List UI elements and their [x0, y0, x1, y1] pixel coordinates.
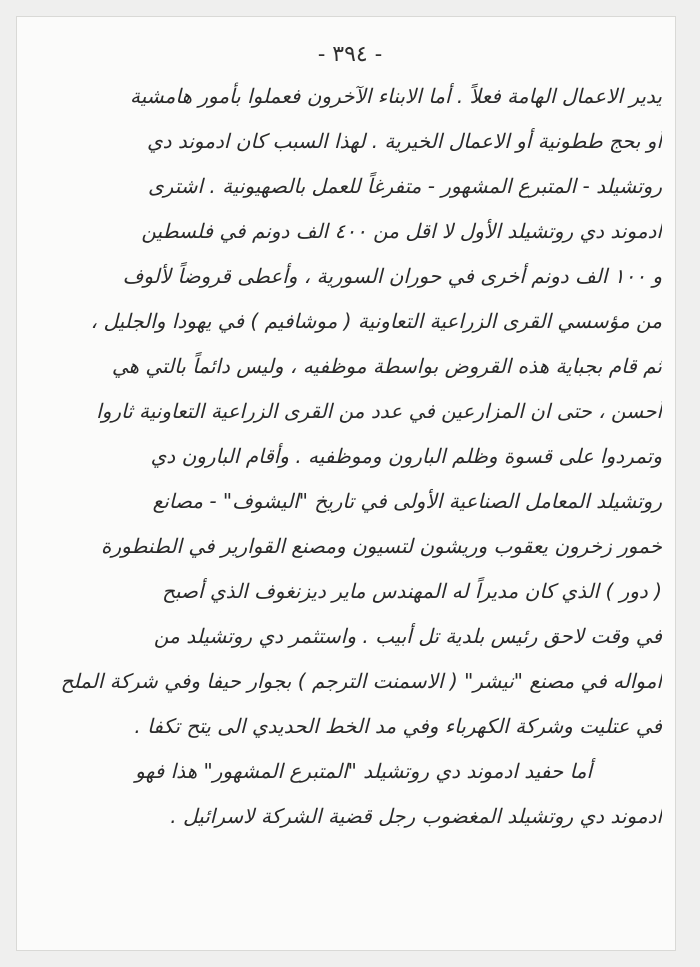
text-line: روتشيلد - المتبرع المشهور - متفرغاً للعمل بالصهيونية . اشترى: [148, 174, 662, 198]
text-line: خمور زخرون يعقوب وريشون لتسيون ومصنع القوارير في الطنطورة: [101, 534, 662, 558]
text-line: روتشيلد المعامل الصناعية الأولى في تاريخ "اليشوف" - مصانع: [152, 489, 662, 513]
text-line: وتمردوا على قسوة وظلم البارون وموظفيه . وأقام البارون دي: [150, 444, 662, 468]
text-line: أما حفيد ادموند دي روتشيلد "المتبرع المشهور" هذا فهو: [135, 759, 592, 783]
text-line: في عتليت وشركة الكهرباء وفي مد الخط الحديدي الى يتح تكفا .: [134, 714, 662, 738]
text-line: أحسن ، حتى ان المزارعين في عدد من القرى الزراعية التعاونية ثاروا: [96, 399, 662, 423]
text-line: أو بحج ططونية أو الاعمال الخيرية . لهذا السبب كان ادموند دي: [146, 129, 662, 153]
page-number: - ٣٩٤ -: [317, 42, 383, 67]
text-line: ادموند دي روتشيلد المغضوب رجل قضية الشركة لاسرائيل .: [170, 804, 662, 828]
text-line: و ١٠٠ الف دونم أخرى في حوران السورية ، وأعطى قروضاً لألوف: [122, 264, 662, 288]
text-line: ثم قام بجباية هذه القروض بواسطة موظفيه ، وليس دائماً بالتي هي: [111, 354, 662, 378]
text-line: يدير الاعمال الهامة فعلاً . أما الابناء الآخرون فعملوا بأمور هامشية: [130, 84, 662, 108]
handwritten-text-block: [42, 74, 662, 839]
text-line: ( دور ) الذي كان مديراً له المهندس ماير ديزنغوف الذي أصبح: [162, 579, 662, 603]
text-line: من مؤسسي القرى الزراعية التعاونية ( موشافيم ) في يهودا والجليل ،: [90, 309, 662, 333]
text-line: في وقت لاحق رئيس بلدية تل أبيب . واستثمر دي روتشيلد من: [153, 624, 662, 648]
text-line: ادموند دي روتشيلد الأول لا اقل من ٤٠٠ الف دونم في فلسطين: [141, 219, 662, 243]
text-line: امواله في مصنع "نيشر" ( الاسمنت الترجم ) بجوار حيفا وفي شركة الملح: [60, 669, 662, 693]
